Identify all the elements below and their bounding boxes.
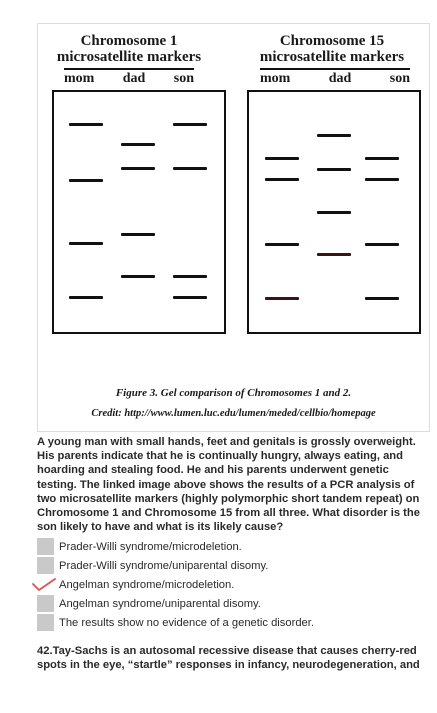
gel-band [121,275,155,278]
gel-band [173,123,207,126]
gel-band [121,233,155,236]
gel-band [121,167,155,170]
gel-band [121,143,155,146]
gel-band [69,242,103,245]
lane-label-mom: mom [260,71,291,86]
answer-option[interactable] [37,575,427,594]
gel-band [265,178,299,181]
question-text: A young man with small hands, feet and genitals is grossly overweight. His parents indicate that he is continually hungry, always eating, and hoarding and stealing food. He and his parents underwent genetic testing. The linked image above shows the results of a PCR analysis of two microsatellite markers (highly polymorphic short tandem repeat) on Chromosome 1 and Chromosome 15 from all three. What disorder is the son likely to have and what is its likely cause? [37,436,420,534]
answer-checkbox[interactable] [37,538,54,555]
answer-option[interactable] [37,594,427,613]
answer-option-label: Prader-Willi syndrome/microdeletion. [59,540,242,553]
lane-label-son: son [389,71,410,86]
answer-checkbox[interactable] [37,614,54,631]
gel-band [365,157,399,160]
gel-band [265,243,299,246]
gel-band [173,167,207,170]
next-question-title: Tay-Sachs [52,645,108,657]
gel-band [317,211,351,214]
chromosome-15-title: Chromosome 15 [279,33,385,49]
gel-band [317,168,351,171]
gel-band [173,296,207,299]
gel-band [69,179,103,182]
gel-band [173,275,207,278]
answer-option-label: Angelman syndrome/uniparental disomy. [59,597,261,610]
answer-checkbox[interactable] [37,557,54,574]
chromosome-1-title: Chromosome 1 [80,33,178,49]
lane-label-son: son [173,71,194,86]
answer-checkbox[interactable] [37,595,54,612]
answer-option-label: Angelman syndrome/microdeletion. [59,578,235,591]
chromosome-1-gel [52,90,226,334]
next-question-rest: is an autosomal recessive disease that causes cherry-red spots in the eye, “startle” responses in infancy, neurodegeneration, and [37,645,420,672]
answer-options [37,537,427,632]
chromosome-1-lane-labels [64,68,194,87]
chromosome-15-lane-labels [260,68,410,87]
chromosome-15-subtitle: microsatellite markers [259,48,405,65]
figure-credit: Credit: http://www.lumen.luc.edu/lumen/meded/cellbio/homepage [91,408,376,419]
answer-option[interactable] [37,613,427,632]
gel-band [69,123,103,126]
checkmark-icon [31,575,57,595]
gel-band [69,296,103,299]
lane-label-dad: dad [122,71,146,86]
figure-caption: Figure 3. Gel comparison of Chromosomes 1 and 2. [115,387,352,399]
gel-band [365,297,399,300]
gel-band [317,253,351,256]
answer-option[interactable] [37,556,427,575]
chromosome-1-heading [54,34,204,66]
next-question-number: 42. [37,645,53,657]
gel-figure [37,23,430,432]
answer-option[interactable] [37,537,427,556]
gel-band [317,134,351,137]
gel-band [365,243,399,246]
gel-band [265,297,299,300]
answer-option-label: Prader-Willi syndrome/uniparental disomy. [59,559,269,572]
chromosome-15-heading [252,34,412,66]
gel-band [365,178,399,181]
gel-band [265,157,299,160]
chromosome-15-gel [247,90,421,334]
next-question-text [37,644,429,672]
answer-option-label: The results show no evidence of a genetic disorder. [59,616,314,629]
chromosome-1-subtitle: microsatellite markers [56,48,202,65]
lane-label-dad: dad [328,71,352,86]
lane-label-mom: mom [64,71,95,86]
